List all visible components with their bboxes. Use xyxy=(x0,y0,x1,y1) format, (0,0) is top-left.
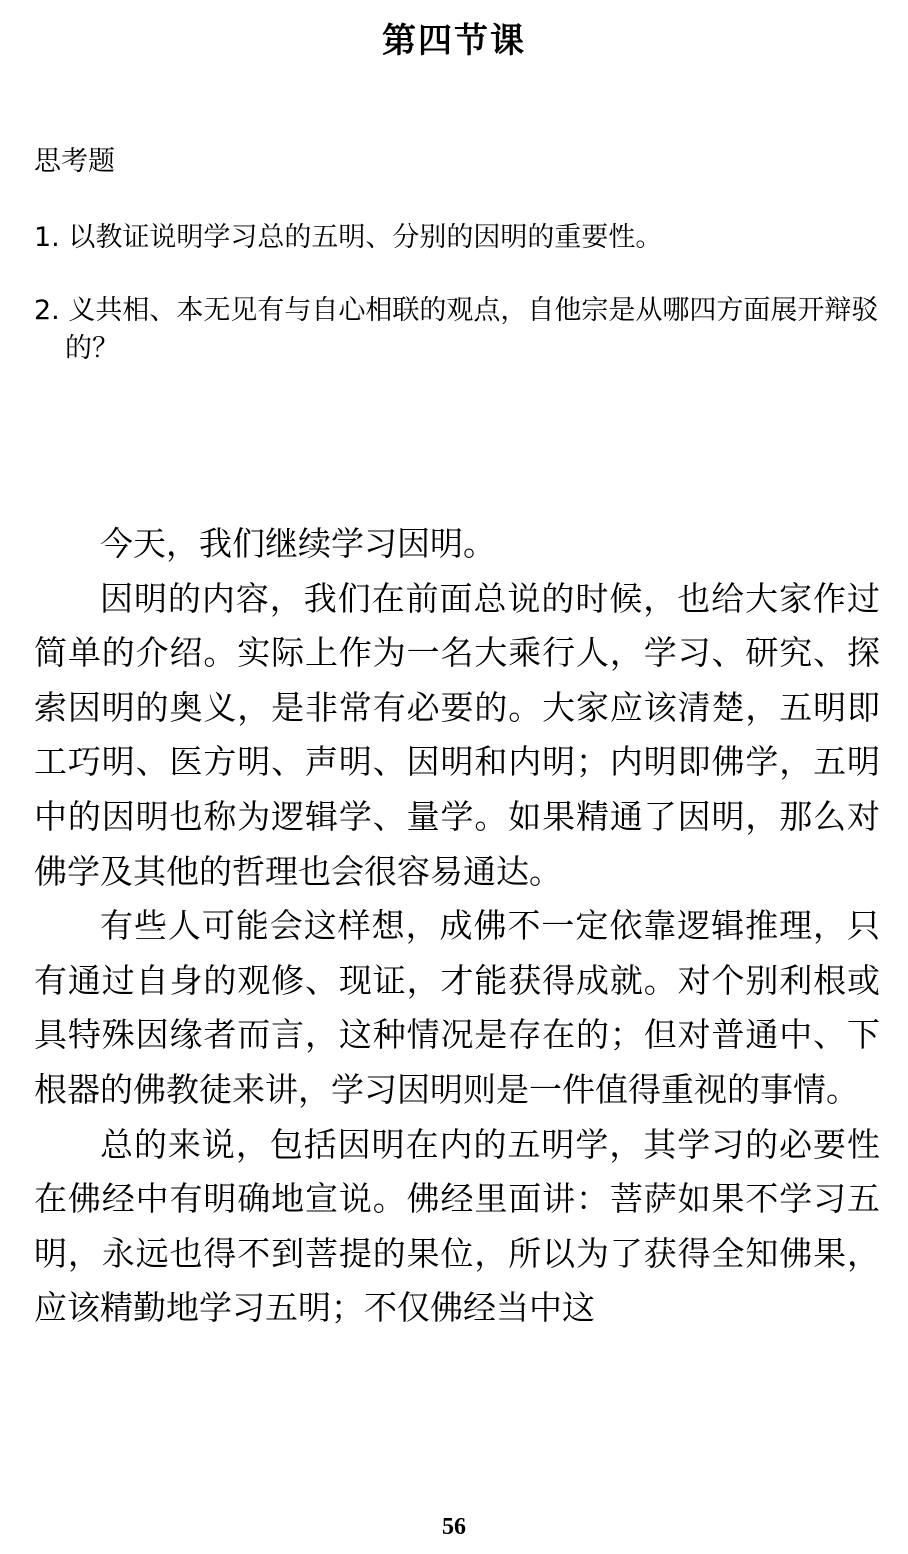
body-paragraph-2: 因明的内容，我们在前面总说的时候，也给大家作过简单的介绍。实际上作为一名大乘行人，学习、研究、探索因明的奥义，是非常有必要的。大家应该清楚，五明即工巧明、医方明、声明、因明和内明；内明即佛学，五明中的因明也称为逻辑学、量学。如果精通了因明，那么对佛学及其他的哲理也会很容易通达。 xyxy=(34,578,880,891)
lesson-title: 第四节课 xyxy=(382,21,526,61)
lesson-body xyxy=(34,517,880,1336)
questions-heading: 思考题 xyxy=(34,146,115,177)
question-item-1: 1. 以教证说明学习总的五明、分别的因明的重要性。 xyxy=(34,222,663,253)
question-item-2: 2. 义共相、本无见有与自心相联的观点，自他宗是从哪四方面展开辩驳的？ xyxy=(34,295,879,364)
page-number: 56 xyxy=(442,1514,466,1540)
body-paragraph-1: 今天，我们继续学习因明。 xyxy=(100,524,496,563)
body-paragraph-3: 有些人可能会这样想，成佛不一定依靠逻辑推理，只有通过自身的观修、现证，才能获得成就。对个别利根或具特殊因缘者而言，这种情况是存在的；但对普通中、下根器的佛教徒来讲，学习因明则是一件值得重视的事情。 xyxy=(34,906,880,1109)
body-paragraph-4: 总的来说，包括因明在内的五明学，其学习的必要性在佛经中有明确地宣说。佛经里面讲：菩萨如果不学习五明，永远也得不到菩提的果位，所以为了获得全知佛果，应该精勤地学习五明；不仅佛经当中这 xyxy=(34,1124,880,1328)
